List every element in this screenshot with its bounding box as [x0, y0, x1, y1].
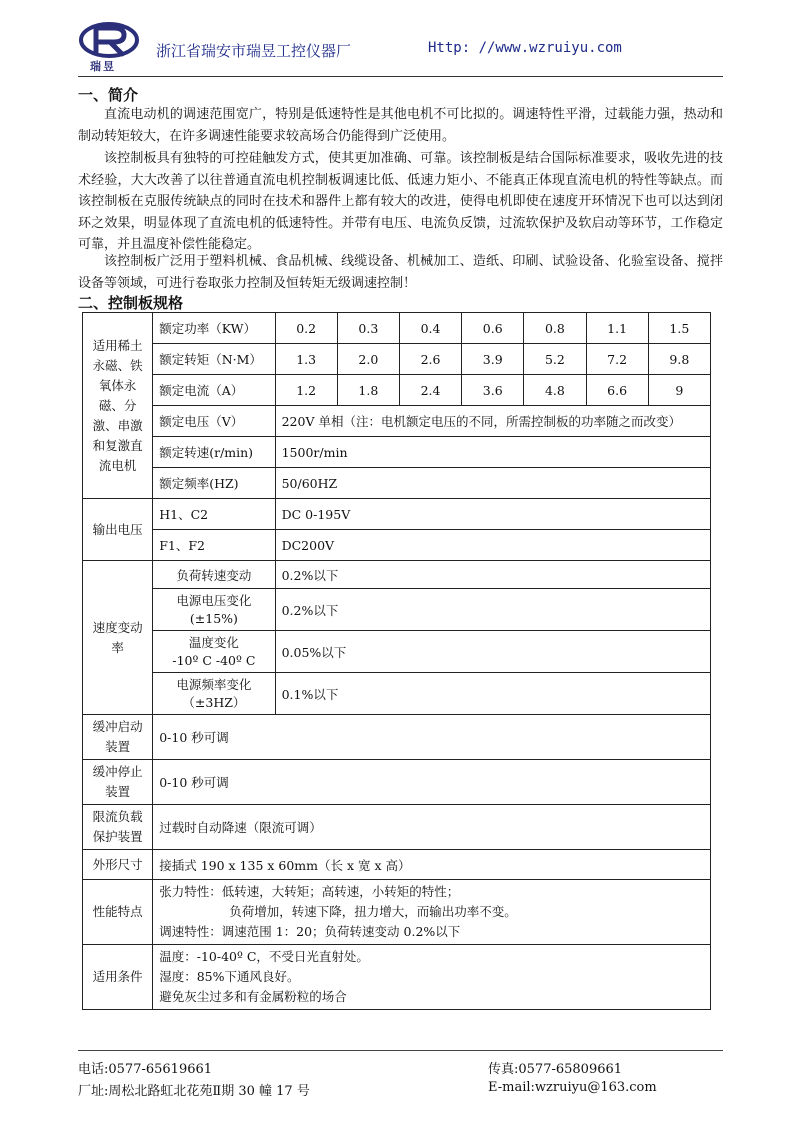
table-row-perf — [83, 880, 711, 945]
cat-env: 适用条件 — [83, 945, 153, 1010]
current-cell: 4.8 — [524, 375, 586, 406]
current-label: 额定电流（A） — [153, 375, 275, 406]
soft-stop-value: 0-10 秒可调 — [153, 760, 711, 805]
sv4-label-a: 电源频率变化 — [176, 676, 252, 692]
env-line-1: 温度：-10-40º C，不受日光直射处。 — [159, 949, 369, 964]
company-logo — [78, 18, 140, 72]
table-row-sv2 — [83, 589, 711, 631]
cat-soft-start: 缓冲启动装置 — [83, 715, 153, 760]
power-cell: 0.2 — [275, 313, 337, 344]
torque-cell: 9.8 — [648, 344, 710, 375]
page-header — [78, 18, 723, 74]
table-row-current — [83, 375, 711, 406]
limit-value: 过载时自动降速（限流可调） — [153, 805, 711, 850]
footer-fax: 传真:0577-65809661 — [488, 1062, 623, 1077]
torque-label: 额定转矩（N·M） — [153, 344, 275, 375]
current-cell: 9 — [648, 375, 710, 406]
intro-paragraph-2: 该控制板具有独特的可控硅触发方式，使其更加准确、可靠。该控制板是结合国际标准要求，吸收先进的技术经验，大大改善了以往普通直流电机控制板调速比低、低速力矩小、不能真正体现直流电机的特性等缺点。而该控制板在克服传统缺点的同时在技术和器件上都有较大的改进，使得电机即使在速度开环情况下也可以达到闭环之效果，明显体现了直流电机的低速特性。并带有电压、电流负反馈，过流软保护及软启动等环节，工作稳定可靠，并且温度补偿性能稳定。 — [78, 151, 723, 252]
table-row-soft-start — [83, 715, 711, 760]
cat-size: 外形尺寸 — [83, 850, 153, 880]
sv2-label — [153, 589, 275, 631]
out2-value: DC200V — [275, 530, 710, 561]
intro-paragraph-1: 直流电动机的调速范围宽广，特别是低速特性是其他电机不可比拟的。调速特性平滑，过载能力强，热动和制动转矩较大，在许多调速性能要求较高场合仍能得到广泛使用。 — [78, 107, 723, 144]
perf-line-1: 张力特性：低转速，大转矩；高转速，小转矩的特性； — [159, 884, 460, 899]
cat-perf: 性能特点 — [83, 880, 153, 945]
table-row-output-2 — [83, 530, 711, 561]
footer-email[interactable]: E-mail:wzruiyu@163.com — [488, 1080, 657, 1095]
sv4-label — [153, 673, 275, 715]
sv1-label: 负荷转速变动 — [153, 561, 275, 589]
torque-cell: 1.3 — [275, 344, 337, 375]
sv2-label-a: 电源电压变化 — [176, 592, 252, 608]
freq-value: 50/60HZ — [275, 468, 710, 499]
table-row-sv1 — [83, 561, 711, 589]
footer-divider — [78, 1050, 723, 1051]
perf-line-2: 负荷增加，转速下降，扭力增大，而输出功率不变。 — [229, 904, 517, 919]
soft-start-value: 0-10 秒可调 — [153, 715, 711, 760]
sv4-value: 0.1%以下 — [275, 673, 710, 715]
current-cell: 3.6 — [462, 375, 524, 406]
out2-label: F1、F2 — [153, 530, 275, 561]
logo-icon — [78, 18, 140, 62]
voltage-value: 220V 单相（注：电机额定电压的不同，所需控制板的功率随之而改变） — [275, 406, 710, 437]
sv2-value: 0.2%以下 — [275, 589, 710, 631]
cat-soft-stop: 缓冲停止装置 — [83, 760, 153, 805]
website-url[interactable]: Http: //www.wzruiyu.com — [428, 40, 622, 56]
table-row-freq — [83, 468, 711, 499]
table-row-torque — [83, 344, 711, 375]
spec-title: 二、控制板规格 — [78, 294, 184, 312]
header-divider — [78, 76, 723, 77]
table-row-sv3 — [83, 631, 711, 673]
table-row-power — [83, 313, 711, 344]
table-row-size — [83, 850, 711, 880]
freq-label: 额定频率(HZ) — [153, 468, 275, 499]
out1-label: H1、C2 — [153, 499, 275, 530]
company-name: 浙江省瑞安市瑞昱工控仪器厂 — [156, 42, 352, 60]
table-row-output-1 — [83, 499, 711, 530]
table-row-speed — [83, 437, 711, 468]
intro-title: 一、简介 — [78, 86, 139, 104]
speed-label: 额定转速(r/min) — [153, 437, 275, 468]
power-label: 额定功率（KW） — [153, 313, 275, 344]
sv1-value: 0.2%以下 — [275, 561, 710, 589]
torque-cell: 5.2 — [524, 344, 586, 375]
torque-cell: 7.2 — [586, 344, 648, 375]
current-cell: 1.8 — [337, 375, 399, 406]
size-value: 接插式 190 x 135 x 60mm（长 x 宽 x 高） — [153, 850, 711, 880]
intro-paragraph-3: 该控制板广泛用于塑料机械、食品机械、线缆设备、机械加工、造纸、印刷、试验设备、化验室设备、搅拌设备等领域，可进行卷取张力控制及恒转矩无级调速控制！ — [78, 254, 723, 291]
table-row-limit — [83, 805, 711, 850]
cat-motor: 适用稀土永磁、铁氧体永磁、分激、串激和复激直流电机 — [83, 313, 153, 499]
power-cell: 0.8 — [524, 313, 586, 344]
power-cell: 0.3 — [337, 313, 399, 344]
table-row-sv4 — [83, 673, 711, 715]
footer-phone: 电话:0577-65619661 — [78, 1062, 213, 1077]
torque-cell: 2.0 — [337, 344, 399, 375]
power-cell: 1.1 — [586, 313, 648, 344]
env-value — [153, 945, 711, 1010]
power-cell: 0.4 — [399, 313, 461, 344]
sv3-value: 0.05%以下 — [275, 631, 710, 673]
cat-output: 输出电压 — [83, 499, 153, 561]
current-cell: 6.6 — [586, 375, 648, 406]
env-line-2: 湿度：85%下通风良好。 — [159, 969, 300, 984]
sv2-label-b: (±15%) — [189, 610, 238, 626]
current-cell: 1.2 — [275, 375, 337, 406]
power-cell: 0.6 — [462, 313, 524, 344]
env-line-3: 避免灰尘过多和有金属粉粒的场合 — [159, 989, 347, 1004]
sv3-label-a: 温度变化 — [188, 634, 239, 650]
table-row-env — [83, 945, 711, 1010]
table-row-voltage — [83, 406, 711, 437]
logo-text: 瑞昱 — [90, 60, 116, 73]
power-cell: 1.5 — [648, 313, 710, 344]
sv3-label-b: -10º C -40º C — [172, 652, 256, 668]
voltage-label: 额定电压（V） — [153, 406, 275, 437]
current-cell: 2.4 — [399, 375, 461, 406]
perf-line-3: 调速特性：调速范围 1：20；负荷转速变动 0.2%以下 — [159, 924, 461, 939]
torque-cell: 2.6 — [399, 344, 461, 375]
torque-cell: 3.9 — [462, 344, 524, 375]
speed-value: 1500r/min — [275, 437, 710, 468]
cat-speed-var: 速度变动率 — [83, 561, 153, 715]
sv4-label-b: （±3HZ） — [182, 694, 246, 710]
spec-table — [82, 312, 711, 1010]
footer-address: 厂址:周松北路虹北花苑Ⅱ期 30 幢 17 号 — [78, 1084, 310, 1099]
table-row-soft-stop — [83, 760, 711, 805]
cat-limit: 限流负载保护装置 — [83, 805, 153, 850]
sv3-label — [153, 631, 275, 673]
perf-value — [153, 880, 711, 945]
out1-value: DC 0-195V — [275, 499, 710, 530]
